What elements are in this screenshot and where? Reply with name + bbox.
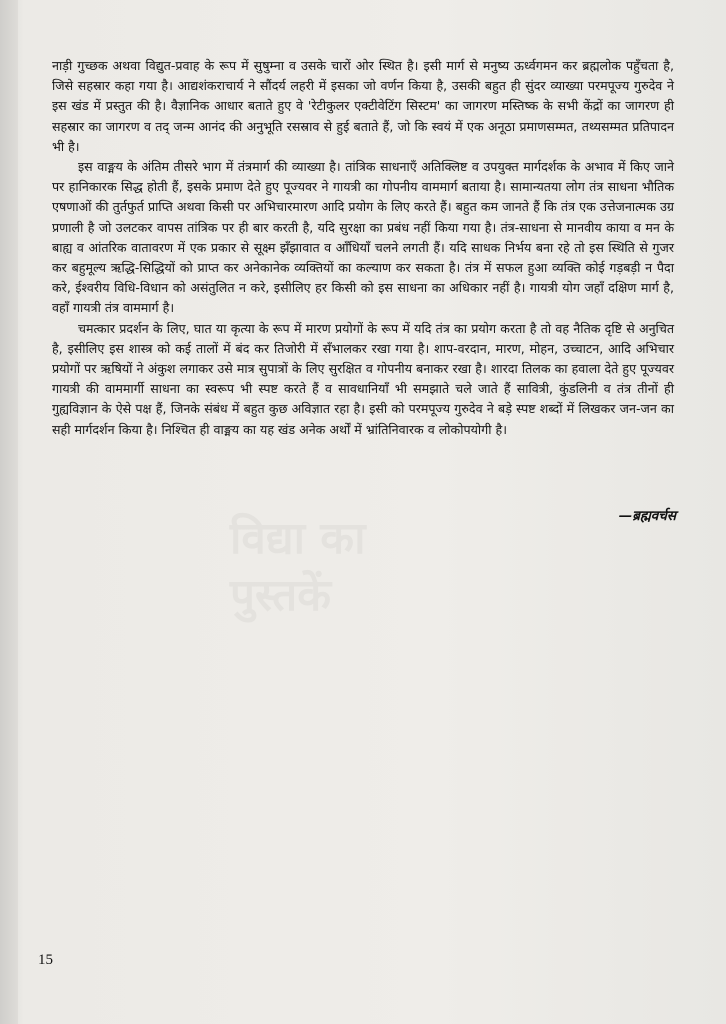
body-text	[52, 56, 674, 440]
paragraph: नाड़ी गुच्छक अथवा विद्युत-प्रवाह के रूप में सुषुम्ना व उसके चारों ओर स्थित है। इसी मार्ग से मनुष्य ऊर्ध्वगमन कर ब्रह्मलोक पहुँचता है, जिसे सहस्रार कहा गया है। आद्यशंकराचार्य ने सौंदर्य लहरी में इसका जो वर्णन किया है, उसकी बहुत ही सुंदर व्याख्या परमपूज्य गुरुदेव ने इस खंड में प्रस्तुत की है। वैज्ञानिक आधार बताते हुए वे 'रेटीकुलर एक्टीवेटिंग सिस्टम' का जागरण मस्तिष्क के सभी केंद्रों का जागरण ही सहस्रार का जागरण व तद् जन्म आनंद की अनुभूति रसस्राव से हुई बताते हैं, जो कि स्वयं में एक अनूठा प्रमाणसम्मत, तथ्यसम्मत प्रतिपादन भी है।	[52, 58, 674, 154]
author-signature: —ब्रह्मवर्चस	[618, 508, 676, 524]
bleed-through-text	[230, 510, 600, 960]
page-number: 15	[38, 952, 53, 968]
book-spine-shadow	[0, 0, 18, 1024]
bleed-line: विद्या का	[230, 513, 366, 564]
paragraph: चमत्कार प्रदर्शन के लिए, घात या कृत्या के रूप में मारण प्रयोगों के रूप में यदि तंत्र का प्रयोग करता है तो वह नैतिक दृष्टि से अनुचित है, इसीलिए इस शास्त्र को कई तालों में बंद कर तिजोरी में सँभालकर रखा गया है। शाप-वरदान, मारण, मोहन, उच्चाटन, आदि अभिचार प्रयोगों पर ऋषियों ने अंकुश लगाकर उसे मात्र सुपात्रों के लिए सुरक्षित व गोपनीय बनाकर रखा है। शारदा तिलक का हवाला देते हुए पूज्यवर गायत्री की वाममार्गी साधना का स्वरूप भी स्पष्ट करते हैं व सावधानियाँ भी समझाते चले जाते हैं सावित्री, कुंडलिनी व तंत्र तीनों ही गुह्यविज्ञान के ऐसे पक्ष हैं, जिनके संबंध में बहुत कुछ अविज्ञात रहा है। इसी को परमपूज्य गुरुदेव ने बड़े स्पष्ट शब्दों में लिखकर जन-जन का सही मार्गदर्शन किया है। निश्चित ही वाङ्मय का यह खंड अनेक अर्थों में भ्रांतिनिवारक व लोकोपयोगी है।	[52, 320, 674, 437]
paragraph: इस वाङ्मय के अंतिम तीसरे भाग में तंत्रमार्ग की व्याख्या है। तांत्रिक साधनाएँ अतिक्लिष्ट व उपयुक्त मार्गदर्शक के अभाव में किए जाने पर हानिकारक सिद्ध होती हैं, इसके प्रमाण देते हुए पूज्यवर ने गायत्री का गोपनीय वाममार्ग बताया है। सामान्यतया लोग तंत्र साधना भौतिक एषणाओं की तुर्तफुर्त प्राप्ति अथवा किसी पर अभिचारमारण आदि प्रयोग के लिए करते हैं। बहुत कम जानते हैं कि तंत्र एक उत्तेजनात्मक उग्र प्रणाली है जो उलटकर वापस तांत्रिक पर ही बार करती है, यदि सुरक्षा का प्रबंध नहीं किया गया है। तंत्र-साधना से मानवीय काया व मन के बाह्य व आंतरिक वातावरण में एक प्रकार से सूक्ष्म झँझावात व आँधियाँ चलने लगती हैं। यदि साधक निर्भय बना रहे तो इस स्थिति से गुजर कर बहुमूल्य ऋद्धि-सिद्धियों को प्राप्त कर अनेकानेक व्यक्तियों का कल्याण कर सकता है। तंत्र में सफल हुआ व्यक्ति कोई गड़बड़ी न पैदा करे, ईश्वरीय विधि-विधान को असंतुलित न करे, इसीलिए हर किसी को इस साधना का अधिकार नहीं है। गायत्री योग जहाँ दक्षिण मार्ग है, वहाँ गायत्री तंत्र वाममार्ग है।	[52, 159, 675, 316]
bleed-line: पुस्तकें	[230, 570, 331, 622]
